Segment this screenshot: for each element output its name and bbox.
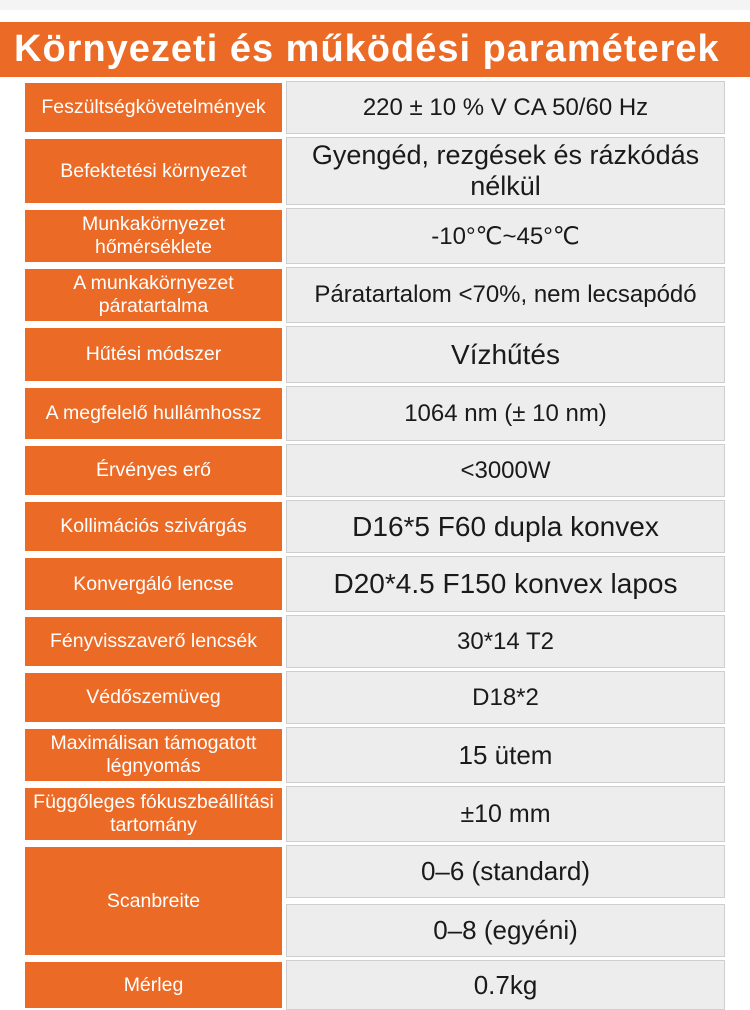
spec-label: Munkakörnyezet hőmérséklete <box>25 210 282 262</box>
table-row <box>25 388 725 439</box>
spec-value: 1064 nm (± 10 nm) <box>286 386 725 441</box>
spec-table <box>25 83 725 1008</box>
spec-value: -10°℃~45°℃ <box>286 208 725 264</box>
table-row <box>25 446 725 495</box>
spec-value: Vízhűtés <box>286 326 725 383</box>
spec-label: Konvergáló lencse <box>25 558 282 610</box>
spec-label: A munkakörnyezet páratartalma <box>25 269 282 321</box>
spec-value: 0.7kg <box>286 960 725 1010</box>
spec-label: Scanbreite <box>25 847 282 955</box>
spec-value: 0–6 (standard) <box>286 845 725 898</box>
table-row <box>25 328 725 381</box>
spec-value: D18*2 <box>286 671 725 724</box>
table-row <box>25 558 725 610</box>
table-row <box>25 617 725 666</box>
table-row <box>25 788 725 840</box>
header-banner <box>0 22 750 77</box>
spec-value: ±10 mm <box>286 786 725 842</box>
spec-label: Maximálisan támogatott légnyomás <box>25 729 282 781</box>
table-row <box>25 83 725 132</box>
table-row-scanbreite <box>25 847 725 955</box>
page-title: Környezeti és működési paraméterek <box>14 28 720 70</box>
spec-label: A megfelelő hullámhossz <box>25 388 282 439</box>
top-strip <box>0 0 750 10</box>
table-row <box>25 269 725 321</box>
spec-label: Hűtési módszer <box>25 328 282 381</box>
spec-label: Feszültségkövetelmények <box>25 83 282 132</box>
spec-value: 0–8 (egyéni) <box>286 904 725 957</box>
spec-label: Függőleges fókuszbeállítási tartomány <box>25 788 282 840</box>
spec-label: Kollimációs szivárgás <box>25 502 282 551</box>
table-row <box>25 729 725 781</box>
spec-value: D20*4.5 F150 konvex lapos <box>286 556 725 612</box>
table-row <box>25 139 725 203</box>
spec-label: Védőszemüveg <box>25 673 282 722</box>
spec-value: Páratartalom <70%, nem lecsapódó <box>286 267 725 323</box>
spec-value: 220 ± 10 % V CA 50/60 Hz <box>286 81 725 134</box>
spec-label: Fényvisszaverő lencsék <box>25 617 282 666</box>
table-row <box>25 210 725 262</box>
table-row <box>25 962 725 1008</box>
spec-label: Mérleg <box>25 962 282 1008</box>
spec-value-group <box>286 845 725 957</box>
spec-label: Befektetési környezet <box>25 139 282 203</box>
spec-value: <3000W <box>286 444 725 497</box>
spec-value: 30*14 T2 <box>286 615 725 668</box>
spec-value: Gyengéd, rezgések és rázkódás nélkül <box>286 137 725 205</box>
spec-value: D16*5 F60 dupla konvex <box>286 500 725 553</box>
spec-label: Érvényes erő <box>25 446 282 495</box>
table-row <box>25 673 725 722</box>
spec-value: 15 ütem <box>286 727 725 783</box>
table-row <box>25 502 725 551</box>
